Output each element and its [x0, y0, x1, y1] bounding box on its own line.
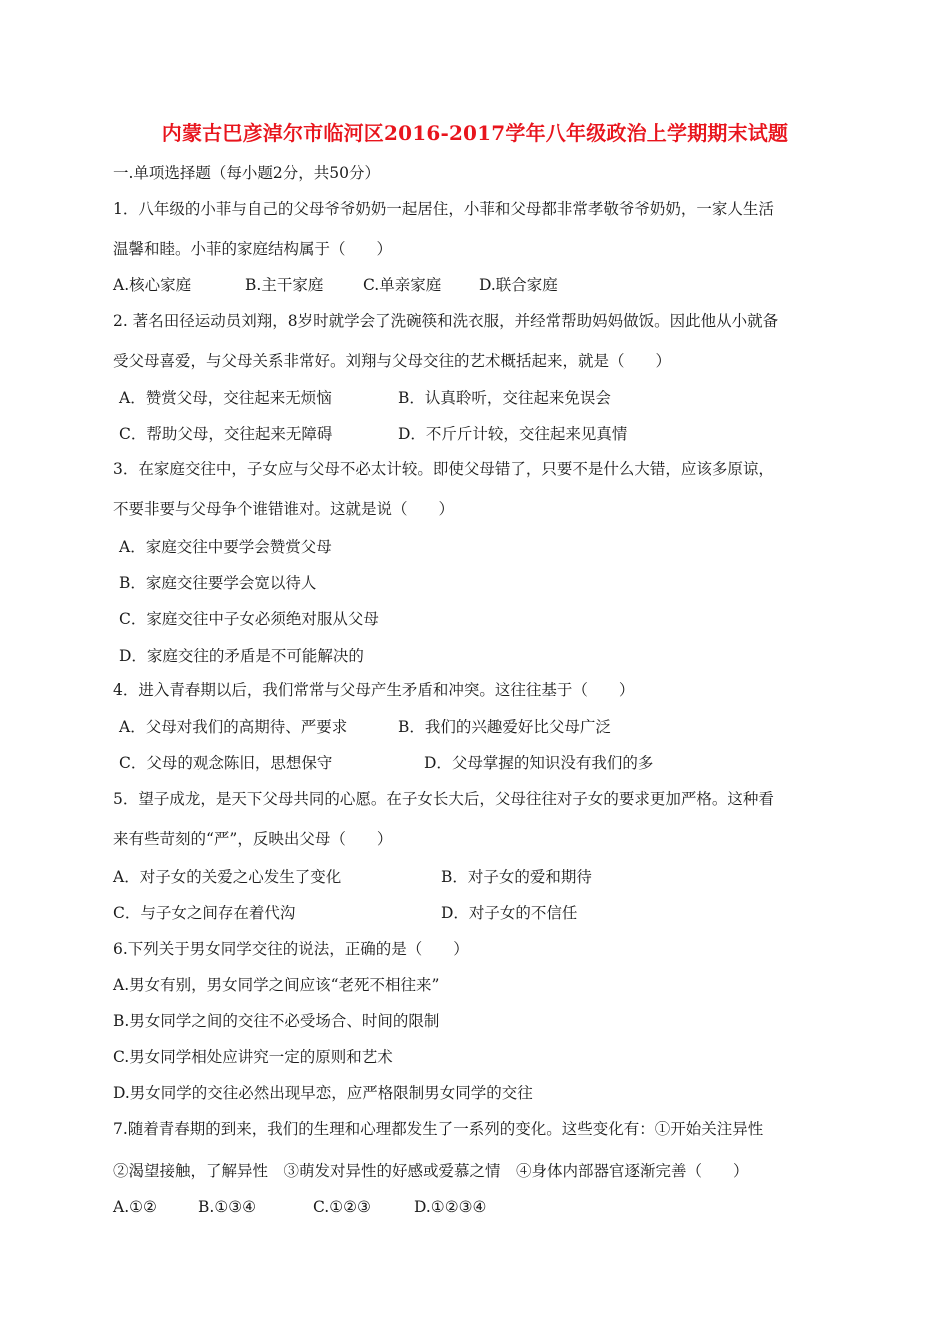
question-stem: 6.下列关于男女同学交往的说法，正确的是（ ）	[113, 940, 469, 958]
option-a: A．赞赏父母，交往起来无烦恼	[119, 389, 332, 407]
option-d: D．对子女的不信任	[441, 904, 578, 922]
question-stem: 5．望子成龙，是天下父母共同的心愿。在子女长大后，父母往往对子女的要求更加严格。这种看	[113, 790, 774, 808]
option-b: B．家庭交往要学会宽以待人	[119, 574, 317, 592]
option-b: B.主干家庭	[245, 276, 324, 294]
option-b: B.男女同学之间的交往不必受场合、时间的限制	[113, 1012, 440, 1030]
option-c: C.①②③	[313, 1198, 371, 1216]
question-stem: 7.随着青春期的到来，我们的生理和心理都发生了一系列的变化。这些变化有：①开始关注异性	[113, 1120, 764, 1138]
option-d: D．家庭交往的矛盾是不可能解决的	[119, 647, 364, 665]
question-stem: 2. 著名田径运动员刘翔，8岁时就学会了洗碗筷和洗衣服，并经常帮助妈妈做饭。因此他从小就备	[113, 312, 779, 330]
option-b: B．认真聆听，交往起来免误会	[398, 389, 611, 407]
question-stem: 4．进入青春期以后，我们常常与父母产生矛盾和冲突。这往往基于（ ）	[113, 681, 635, 699]
option-a: A．对子女的关爱之心发生了变化	[113, 868, 342, 886]
option-a: A.①②	[113, 1198, 157, 1216]
option-c: C.单亲家庭	[363, 276, 442, 294]
option-b: B．我们的兴趣爱好比父母广泛	[398, 718, 611, 736]
question-stem: 来有些苛刻的“严”，反映出父母（ ）	[113, 830, 393, 848]
option-a: A.核心家庭	[113, 276, 192, 294]
option-c: C．帮助父母，交往起来无障碍	[119, 425, 333, 443]
question-stem: 1．八年级的小菲与自己的父母爷爷奶奶一起居住，小菲和父母都非常孝敬爷爷奶奶，一家人生活	[113, 200, 774, 218]
option-d: D.男女同学的交往必然出现早恋，应严格限制男女同学的交往	[113, 1084, 533, 1102]
option-b: B．对子女的爱和期待	[441, 868, 592, 886]
option-c: C．父母的观念陈旧，思想保守	[119, 754, 333, 772]
option-c: C．与子女之间存在着代沟	[113, 904, 296, 922]
option-c: C.男女同学相处应讲究一定的原则和艺术	[113, 1048, 393, 1066]
question-stem: 温馨和睦。小菲的家庭结构属于（ ）	[113, 240, 393, 258]
question-stem: 受父母喜爱，与父母关系非常好。刘翔与父母交往的艺术概括起来，就是（ ）	[113, 352, 672, 370]
option-d: D．父母掌握的知识没有我们的多	[424, 754, 654, 772]
option-b: B.①③④	[198, 1198, 257, 1216]
option-d: D．不斤斤计较，交往起来见真情	[398, 425, 628, 443]
option-c: C．家庭交往中子女必须绝对服从父母	[119, 610, 379, 628]
exam-title: 内蒙古巴彦淖尔市临河区2016-2017学年八年级政治上学期期末试题	[161, 121, 789, 145]
option-a: A.男女有别，男女同学之间应该“老死不相往来”	[113, 976, 440, 994]
option-d: D.①②③④	[414, 1198, 487, 1216]
option-d: D.联合家庭	[479, 276, 558, 294]
question-stem: 不要非要与父母争个谁错谁对。这就是说（ ）	[113, 500, 455, 518]
question-stem: ②渴望接触，了解异性 ③萌发对异性的好感或爱慕之情 ④身体内部器官逐渐完善（ ）	[113, 1162, 749, 1180]
question-stem: 3．在家庭交往中，子女应与父母不必太计较。即使父母错了，只要不是什么大错，应该多原谅，	[113, 460, 774, 478]
section-heading: 一.单项选择题（每小题2分，共50分）	[113, 164, 381, 182]
option-a: A．家庭交往中要学会赞赏父母	[119, 538, 332, 556]
option-a: A．父母对我们的高期待、严要求	[119, 718, 348, 736]
